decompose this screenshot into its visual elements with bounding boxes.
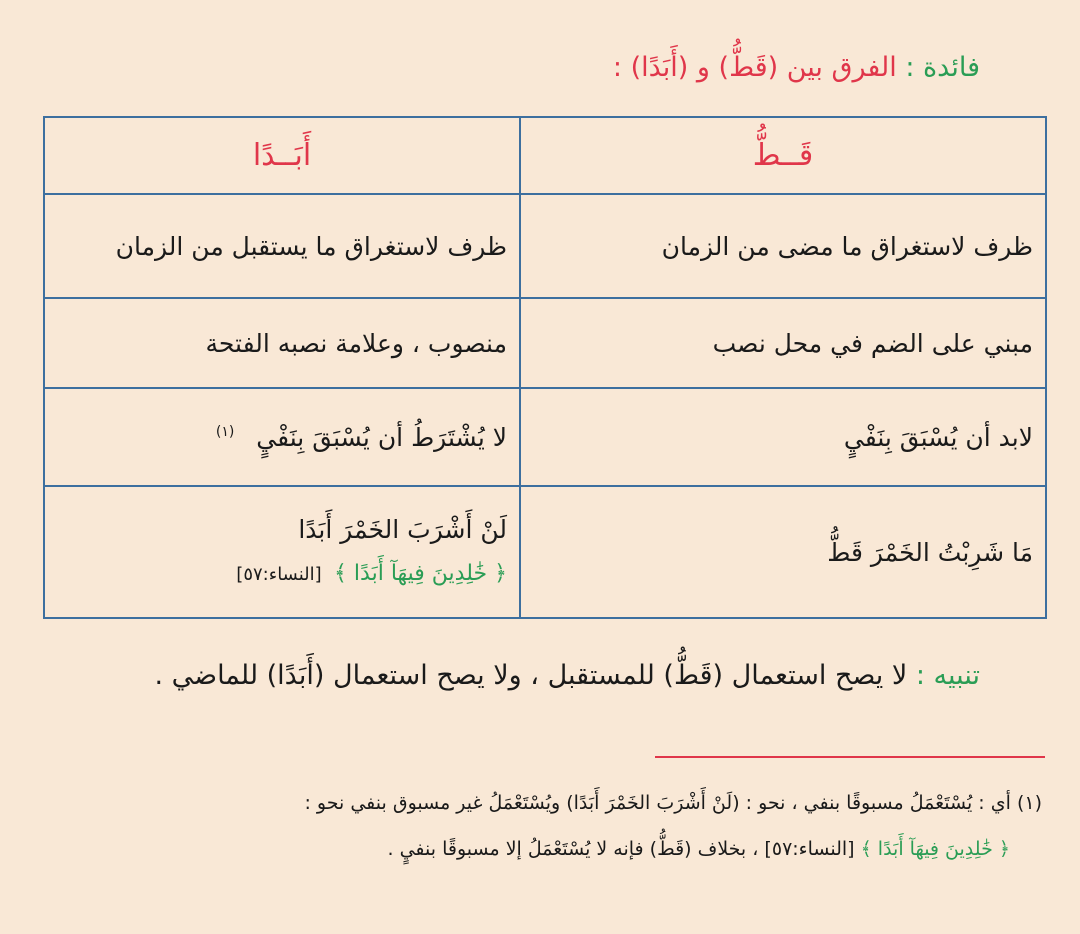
cell-abadan-example	[44, 486, 520, 618]
footnote	[32, 780, 1042, 872]
footnote-line-2-text: [النساء:٥٧] ، بخلاف (قَطُّ) فإنه لا يُسْتَعْمَلُ إلا مسبوقًا بنفيٍ .	[387, 838, 855, 860]
page-heading	[613, 44, 980, 92]
verse-reference: [النساء:٥٧]	[236, 564, 322, 585]
cell-qatt-meaning: ظرف لاستغراق ما مضى من الزمان	[520, 194, 1046, 298]
footnote-marker: (١)	[215, 424, 235, 441]
cell-qatt-example: مَا شَرِبْتُ الخَمْرَ قَطُّ	[520, 486, 1046, 618]
note-paragraph	[154, 652, 980, 700]
comparison-table	[43, 116, 1047, 619]
cell-abadan-grammar: منصوب ، وعلامة نصبه الفتحة	[44, 298, 520, 388]
footnote-divider	[655, 756, 1045, 758]
header-qatt: قَــطُّ	[520, 117, 1046, 194]
quran-verse: ﴿ خَٰلِدِينَ فِيهَآ أَبَدًا ﴾	[334, 561, 507, 586]
heading-title: الفرق بين (قَطُّ) و (أَبَدًا) :	[612, 52, 897, 83]
abadan-example-text: لَنْ أَشْرَبَ الخَمْرَ أَبَدًا	[298, 515, 507, 544]
cell-qatt-grammar: مبني على الضم في محل نصب	[520, 298, 1046, 388]
footnote-verse: ﴿ خَٰلِدِينَ فِيهَآ أَبَدًا ﴾	[860, 838, 1010, 860]
note-text: لا يصح استعمال (قَطُّ) للمستقبل ، ولا يصح استعمال (أَبَدًا) للماضي .	[154, 660, 908, 691]
footnote-line-1: (١) أي : يُسْتَعْمَلُ مسبوقًا بنفي ، نحو : (لَنْ أَشْرَبَ الخَمْرَ أَبَدًا) ويُسْتَعْمَلُ غير مسبوق بنفي نحو :	[304, 792, 1042, 814]
table-header-row	[44, 117, 1046, 194]
cell-abadan-meaning: ظرف لاستغراق ما يستقبل من الزمان	[44, 194, 520, 298]
table-row	[44, 298, 1046, 388]
note-label: تنبيه :	[915, 660, 980, 691]
heading-label: فائدة :	[905, 52, 980, 83]
abadan-verse-line	[57, 552, 507, 596]
footnote-line-2	[32, 826, 1042, 872]
cell-qatt-negation: لابد أن يُسْبَقَ بِنَفْيٍ	[520, 388, 1046, 486]
table-row	[44, 486, 1046, 618]
cell-abadan-negation	[44, 388, 520, 486]
table-row	[44, 388, 1046, 486]
table-row	[44, 194, 1046, 298]
header-abadan: أَبَــدًا	[44, 117, 520, 194]
cell-abadan-negation-text: لا يُشْتَرَطُ أن يُسْبَقَ بِنَفْيٍ	[256, 422, 507, 452]
